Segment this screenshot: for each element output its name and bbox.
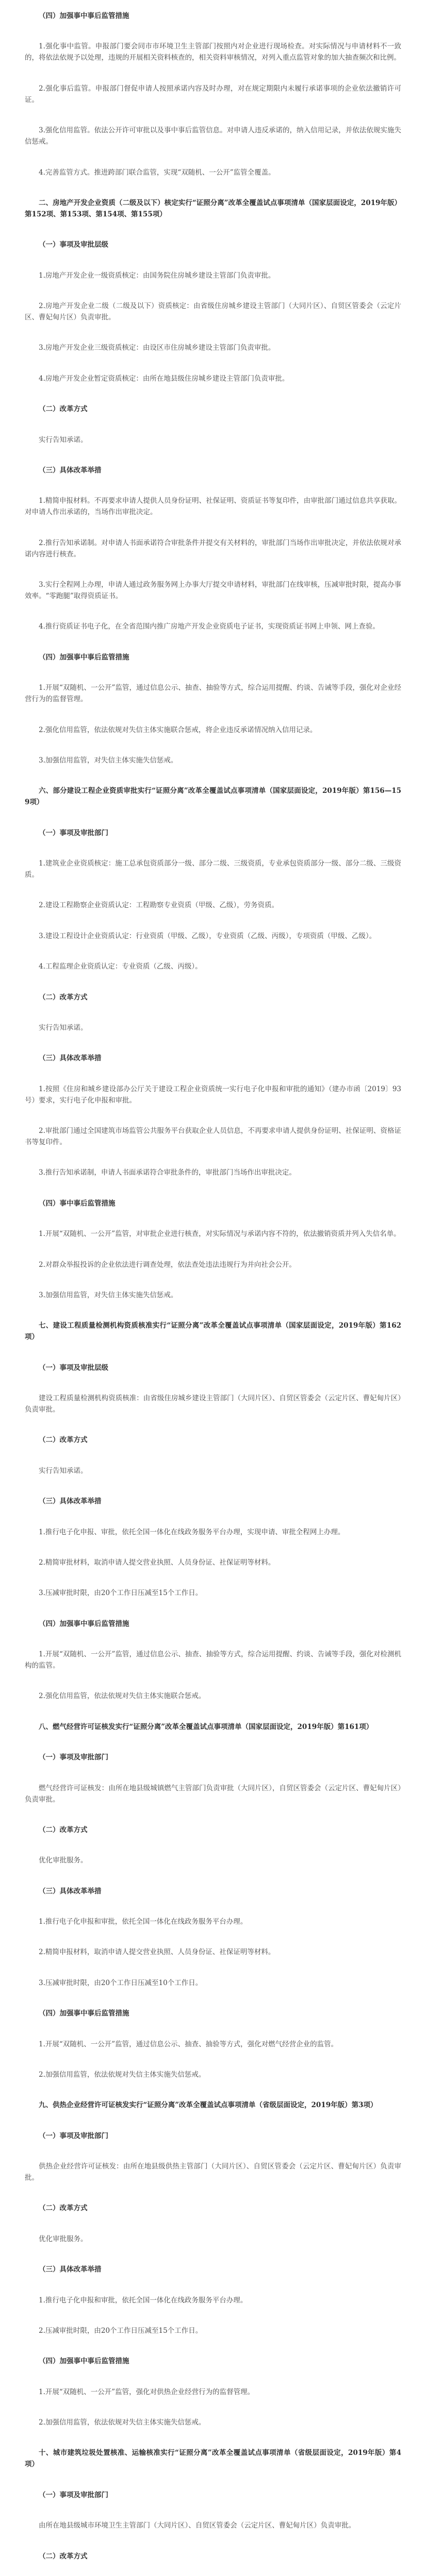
paragraph: 4.工程监理企业资质认定：专业资质（乙级、丙级）。 xyxy=(39,962,202,971)
section-heading: （三）具体改革举措 xyxy=(39,2265,102,2274)
paragraph: 实行告知承诺。 xyxy=(39,435,88,444)
paragraph: 2.强化信用监管，依法依规对失信主体实施联合惩戒。 xyxy=(39,1692,206,1701)
section-heading: （二）改革方式 xyxy=(39,1825,88,1834)
paragraph: 1.精简申报材料。不再要求申请人提供人员身份证明、社保证明、资质证书等复印件，由审批部门通过信息共享获取。对申请人作出承诺的，当场作出审批决定。 xyxy=(25,497,401,517)
section-heading: （二）改革方式 xyxy=(39,993,88,1002)
paragraph: 1.房地产开发企业一级资质核定：由国务院住房城乡建设主管部门负责审批。 xyxy=(39,271,275,280)
section-heading: （二）改革方式 xyxy=(39,405,88,414)
section-heading: （三）具体改革举措 xyxy=(39,1497,102,1506)
section-heading: （二）改革方式 xyxy=(39,1436,88,1445)
section-heading: 八、燃气经营许可证核发实行“证照分离”改革全覆盖试点事项清单（国家层面设定，2019年版）第161项） xyxy=(39,1722,373,1731)
section-heading: 十、城市建筑垃圾处置核准、运输核准实行“证照分离”改革全覆盖试点事项清单（省级层面设定，2019年版）第4项） xyxy=(25,2449,401,2469)
paragraph: 3.建设工程设计企业资质认定：行业资质（甲级、乙级），专业资质（乙级、丙级），专项资质（甲级、乙级）。 xyxy=(39,931,376,940)
section-heading: （一）事项及审批部门 xyxy=(39,1753,108,1762)
paragraph: 1.开展“双随机、一公开”监管，通过信息公示、抽查、抽验等方式，综合运用提醒、约谈、告诫等手段，强化对检测机构的监管。 xyxy=(25,1650,401,1670)
section-heading: （三）具体改革举措 xyxy=(39,1054,102,1063)
paragraph: 3.加强信用监管，对失信主体实施失信惩戒。 xyxy=(39,756,178,765)
section-heading: （一）事项及审批层级 xyxy=(39,241,108,249)
paragraph: 实行告知承诺。 xyxy=(39,1466,88,1475)
paragraph: 3.推行告知承诺制，申请人书面承诺符合审批条件的，审批部门当场作出审批决定。 xyxy=(39,1168,296,1177)
paragraph: 建设工程质量检测机构资质核准：由省级住房城乡建设主管部门（大同片区）、自贸区管委会（云定片区、曹妃甸片区）负责审批。 xyxy=(25,1394,401,1414)
section-heading: 六、部分建设工程企业资质审批实行“证照分离”改革全覆盖试点事项清单（国家层面设定，2019年版）第156—159项） xyxy=(25,787,401,807)
section-heading: （四）加强事中事后监管措施 xyxy=(39,2357,129,2366)
section-heading: （四）加强事中事后监管措施 xyxy=(39,2009,129,2018)
paragraph: 实行告知承诺。 xyxy=(39,1023,88,1032)
section-heading: （二）改革方式 xyxy=(39,2552,88,2561)
paragraph: 3.加强信用监管，对失信主体实施失信惩戒。 xyxy=(39,1291,178,1299)
section-heading: 九、供热企业经营许可证核发实行“证照分离”改革全覆盖试点事项清单（省级层面设定，2019年版）第3项） xyxy=(39,2101,378,2110)
section-heading: 二、房地产开发企业资质（二级及以下）核定实行“证照分离”改革全覆盖试点事项清单（国家层面设定，2019年版）第152项、第153项、第154项、第155项） xyxy=(25,198,401,218)
paragraph: 2.强化信用监管，依法依规对失信主体实施联合惩戒，将企业违反承诺情况纳入信用记录。 xyxy=(39,725,317,734)
section-heading: （四）加强事中事后监管措施 xyxy=(39,12,129,20)
section-heading: （二）改革方式 xyxy=(39,2204,88,2213)
paragraph: 2.压减审批时限，由20个工作日压减至15个工作日。 xyxy=(39,2326,203,2335)
paragraph: 4.完善监管方式。推进跨部门联合监管，实现“双随机、一公开”监管全覆盖。 xyxy=(39,168,275,177)
section-heading: （一）事项及审批部门 xyxy=(39,2490,108,2499)
section-heading: 七、建设工程质量检测机构资质核准实行“证照分离”改革全覆盖试点事项清单（国家层面设定，2019年版）第162项） xyxy=(25,1321,401,1342)
paragraph: 3.压减审批时限，由20个工作日压减至10个工作日。 xyxy=(39,1978,203,1987)
paragraph: 2.建设工程勘察企业资质认定：工程勘察专业资质（甲级、乙级），劳务资质。 xyxy=(39,901,279,910)
paragraph: 2.精简申报材料，取消申请人提交营业执照、人员身份证、社保证明等材料。 xyxy=(39,1948,275,1957)
paragraph: 2.房地产开发企业二级（二级及以下）资质核定：由省级住房城乡建设主管部门（大同片区）、自贸区管委会（云定片区、曹妃甸片区）负责审批。 xyxy=(25,302,401,321)
paragraph: 1.推行电子化申报和审批，依托全国一体化在线政务服务平台办理。 xyxy=(39,2296,248,2304)
section-heading: （三）具体改革举措 xyxy=(39,1887,102,1895)
paragraph: 由所在地县级城市环境卫生主管部门（大同片区）、自贸区管委会（云定片区、曹妃甸片区）负责审批。 xyxy=(39,2521,356,2530)
paragraph: 2.对群众举报投诉的企业依法进行调查处理，依法查处违法违规行为并向社会公开。 xyxy=(39,1260,296,1269)
paragraph: 4.推行资质证书电子化，在全省范围内推广房地产开发企业资质电子证书，实现资质证书网上申领、网上查验。 xyxy=(39,622,380,631)
section-heading: （三）具体改革举措 xyxy=(39,466,102,474)
section-heading: （一）事项及审批层级 xyxy=(39,1363,108,1372)
section-heading: （一）事项及审批部门 xyxy=(39,2131,108,2140)
paragraph: 2.推行告知承诺制。对申请人书面承诺符合审批条件并提交有关材料的，审批部门当场作出审批决定，并依法依规对承诺内容进行核查。 xyxy=(25,538,401,558)
paragraph: 优化审批服务。 xyxy=(39,1856,88,1865)
paragraph: 1.开展“双随机、一公开”监管，通过信息公示、抽查、抽验等方式，综合运用提醒、约谈、告诫等手段，强化对企业经营行为的监督管理。 xyxy=(25,684,401,704)
section-heading: （四）加强事中事后监管措施 xyxy=(39,1619,129,1628)
paragraph: 燃气经营许可证核发：由所在地县级城镇燃气主管部门负责审批（大同片区），自贸区管委会（云定片区、曹妃甸片区）负责审批。 xyxy=(25,1784,401,1804)
paragraph: 优化审批服务。 xyxy=(39,2234,88,2243)
paragraph: 4.房地产开发企业暂定资质核定：由所在地县级住房城乡建设主管部门负责审批。 xyxy=(39,374,289,383)
paragraph: 1.建筑业企业资质核定：施工总承包资质部分一级、部分二级、三级资质，专业承包资质部分一级、部分二级、三级资质。 xyxy=(25,859,401,879)
paragraph: 3.房地产开发企业三级资质核定：由设区市住房城乡建设主管部门负责审批。 xyxy=(39,344,275,352)
paragraph: 3.实行全程网上办理，申请人通过政务服务网上办事大厅提交申请材料，审批部门在线审核，压减审批时限，提高办事效率。“零跑腿”取得资质证书。 xyxy=(25,581,401,600)
section-heading: （四）事中事后监管措施 xyxy=(39,1199,116,1208)
paragraph: 3.强化信用监管。依法公开许可审批以及事中事后监管信息。对申请人违反承诺的，纳入信用记录，并依法依规实施失信惩戒。 xyxy=(25,126,401,146)
paragraph: 3.压减审批时限，由20个工作日压减至15个工作日。 xyxy=(39,1589,203,1598)
paragraph: 1.强化事中监管。申报部门要会同市市环境卫生主管部门按照内对企业进行现场检查。对实际情况与申请材料不一致的，将依法依规予以处理，违规的开展相关资料核查的，相关资料审核情况，对列入重点监管对象的加大抽查频次和比例。 xyxy=(25,42,401,62)
paragraph: 2.审批部门通过全国建筑市场监管公共服务平台获取企业人员信息，不再要求申请人提供身份证明、社保证明、资格证书等复印件。 xyxy=(25,1127,401,1146)
paragraph: 1.开展“双随机、一公开”监管，对审批企业进行核查，对实际情况与承诺内容不符的，依法撤销资质并列入失信名单。 xyxy=(39,1230,401,1239)
section-heading: （四）加强事中事后监管措施 xyxy=(39,653,129,662)
paragraph: 1.开展“双随机、一公开”监管，强化对供热企业经营行为的监督管理。 xyxy=(39,2387,255,2396)
paragraph: 2.加强信用监管，依法依规对失信主体实施失信惩戒。 xyxy=(39,2070,206,2079)
paragraph: 1.按照《住房和城乡建设部办公厅关于建设工程企业资质统一实行电子化申报和审批的通知》（建办市函〔2019〕93号）要求，实行电子化申报和审批。 xyxy=(25,1084,401,1105)
paragraph: 1.推行电子化申报、审批，依托全国一体化在线政务服务平台办理，实现申请、审批全程网上办理。 xyxy=(39,1528,345,1536)
paragraph: 1.推行电子化申报和审批，依托全国一体化在线政务服务平台办理。 xyxy=(39,1918,248,1926)
paragraph: 2.强化事后监管。申报部门督促申请人按照承诺内容及时办理，对在规定期限内未履行承诺事项的企业依法撤销许可证。 xyxy=(25,84,401,104)
paragraph: 2.精简审批材料，取消申请人提交营业执照、人员身份证、社保证明等材料。 xyxy=(39,1558,275,1567)
paragraph: 1.开展“双随机、一公开”监管，通过信息公示、抽查、抽验等方式，强化对燃气经营企业的监管。 xyxy=(39,2040,338,2048)
section-heading: （一）事项及审批部门 xyxy=(39,828,108,837)
paragraph: 供热企业经营许可证核发：由所在地县级供热主管部门（大同片区）、自贸区管委会（云定片区、曹妃甸片区）负责审批。 xyxy=(25,2162,401,2182)
paragraph: 2.加强信用监管，依法依规对失信主体实施失信惩戒。 xyxy=(39,2418,206,2427)
